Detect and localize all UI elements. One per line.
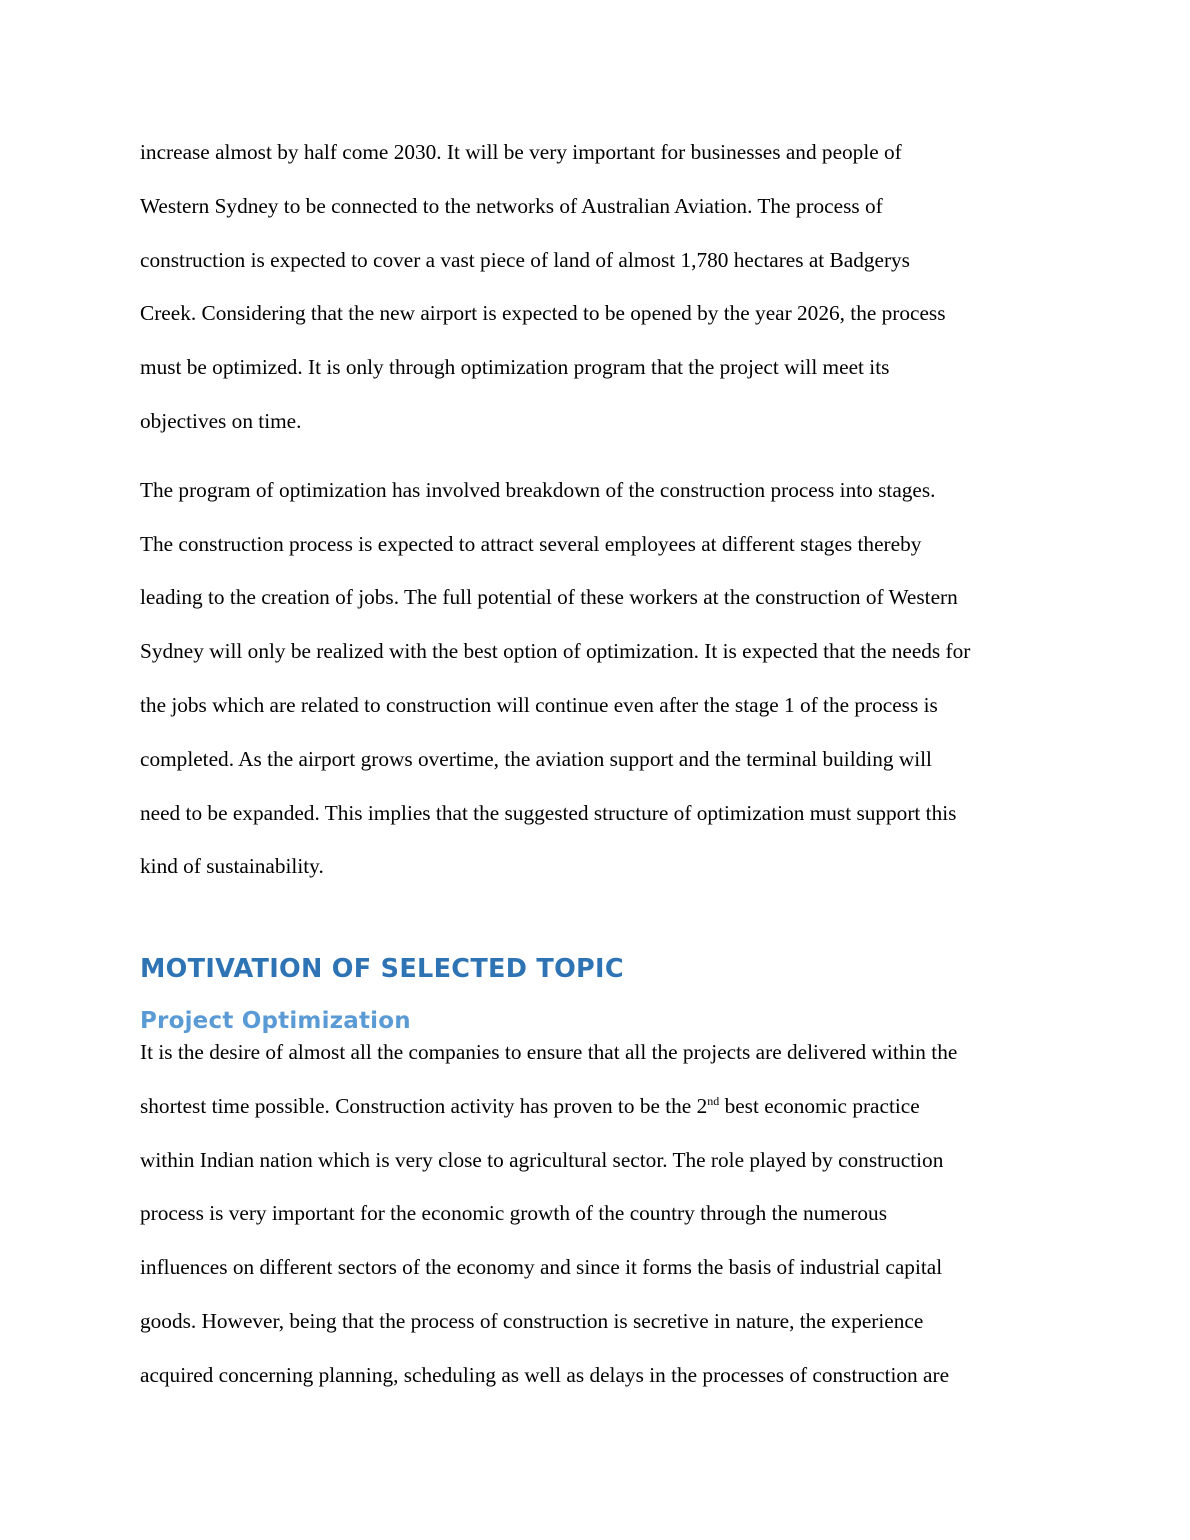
paragraph-3-line xyxy=(140,1080,957,1134)
paragraph-1-line: objectives on time. xyxy=(140,408,302,433)
paragraph-3-line: acquired concerning planning, scheduling as well as delays in the processes of construction are xyxy=(140,1362,950,1387)
paragraph-3-line: It is the desire of almost all the companies to ensure that all the projects are delivered within the xyxy=(140,1040,958,1064)
paragraph-1-line: Creek. Considering that the new airport is expected to be opened by the year 2026, the process xyxy=(140,301,946,326)
paragraph-3-text: best economic practice xyxy=(719,1093,920,1118)
paragraph-2-line: The program of optimization has involved breakdown of the construction process into stages. xyxy=(140,477,936,502)
paragraph-3-line: goods. However, being that the process of construction is secretive in nature, the experience xyxy=(140,1308,924,1333)
paragraph-3-line: within Indian nation which is very close to agricultural sector. The role played by construction xyxy=(140,1147,944,1172)
paragraph-3-line: influences on different sectors of the economy and since it forms the basis of industrial capital xyxy=(140,1255,943,1280)
paragraph-2-line: need to be expanded. This implies that the suggested structure of optimization must support this xyxy=(140,800,957,825)
paragraph-2-line: kind of sustainability. xyxy=(140,854,324,879)
paragraph-3-line: process is very important for the economic growth of the country through the numerous xyxy=(140,1201,887,1226)
paragraph-1-line: must be optimized. It is only through optimization program that the project will meet its xyxy=(140,355,890,380)
paragraph-2-line: completed. As the airport grows overtime, the aviation support and the terminal building will xyxy=(140,746,932,771)
paragraph-1-line: increase almost by half come 2030. It will be very important for businesses and people of xyxy=(140,140,902,164)
paragraph-1-line: construction is expected to cover a vast piece of land of almost 1,780 hectares at Badgerys xyxy=(140,247,910,272)
paragraph-2 xyxy=(140,464,1060,894)
paragraph-1-line: Western Sydney to be connected to the networks of Australian Aviation. The process of xyxy=(140,193,883,218)
section-heading: MOTIVATION OF SELECTED TOPIC xyxy=(140,954,624,984)
paragraph-2-line: Sydney will only be realized with the best option of optimization. It is expected that the needs for xyxy=(140,639,971,664)
document-page xyxy=(140,126,1060,1387)
paragraph-3-text: shortest time possible. Construction activity has proven to be the 2 xyxy=(140,1093,708,1118)
paragraph-2-line: the jobs which are related to construction will continue even after the stage 1 of the process is xyxy=(140,692,938,717)
paragraph-2-line: The construction process is expected to attract several employees at different stages thereby xyxy=(140,531,922,556)
subsection-heading: Project Optimization xyxy=(140,1008,411,1034)
paragraph-spacer xyxy=(140,449,1060,464)
ordinal-superscript: nd xyxy=(707,1093,720,1108)
paragraph-3 xyxy=(140,1026,957,1403)
paragraph-2-line: leading to the creation of jobs. The full potential of these workers at the construction of Western xyxy=(140,585,958,610)
paragraph-1 xyxy=(140,126,1060,449)
